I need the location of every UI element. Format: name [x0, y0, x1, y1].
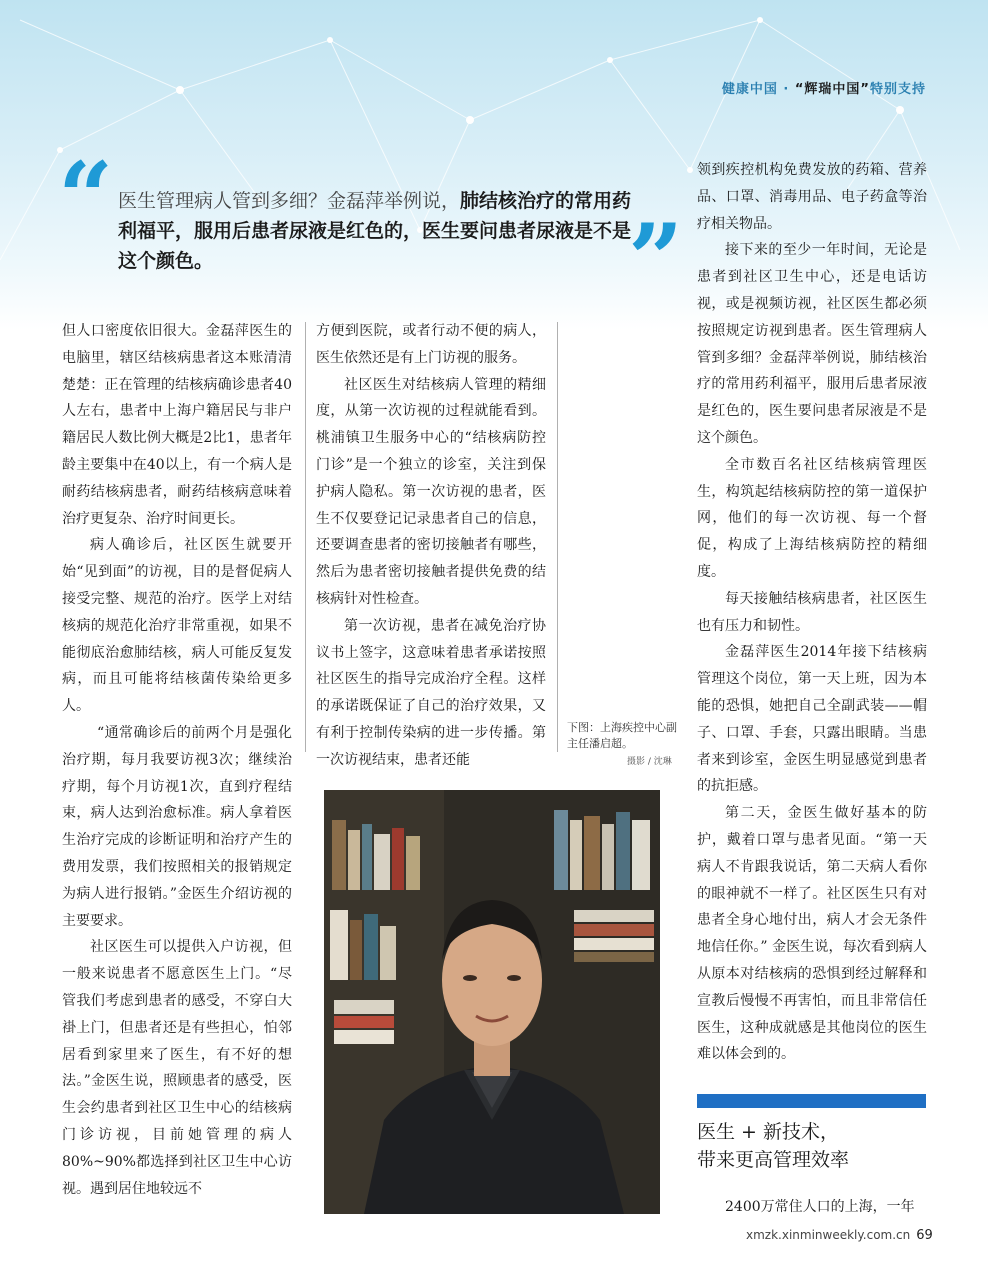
paragraph: 方便到医院，或者行动不便的病人，医生依然还是有上门访视的服务。	[316, 323, 546, 366]
paragraph: 社区医生可以提供入户访视，但一般来说患者不愿意医生上门。“尽管我们考虑到患者的感受，不穿白大褂上门，但患者还是有些担心，怕邻居看到家里来了医生，有不好的想法。”金医生说，照顾患者的感受，医生会约患者到社区卫生中心的结核病门诊访视，目前她管理的病人80%~90%都选择到社区卫生中心访视。遇到居住地较远不	[62, 939, 292, 1197]
photo-credit: 摄影 / 沈琳	[627, 757, 672, 767]
close-quote-icon: ”	[628, 203, 684, 316]
column-1	[62, 318, 292, 1202]
open-quote-icon: “	[58, 141, 114, 254]
column-2	[316, 318, 546, 774]
paragraph: 接下来的至少一年时间，无论是患者到社区卫生中心，还是电话访视，或是视频访视，社区医生都必须按照规定访视到患者。医生管理病人管到多细？金磊萍举例说，肺结核治疗的常用药利福平，服用后患者尿液是红色的，医生要问患者尿液是不是这个颜色。	[697, 242, 927, 446]
section-subhead	[697, 1118, 927, 1174]
pull-quote-lead: 医生管理病人管到多细？金磊萍举例说，	[118, 190, 461, 212]
paragraph: 全市数百名社区结核病管理医生，构筑起结核病防控的第一道保护网，他们的每一次访视、每一个督促，构成了上海结核病防控的精细度。	[697, 456, 927, 580]
section-bar	[697, 1094, 926, 1108]
paragraph: 但人口密度依旧很大。金磊萍医生的电脑里，辖区结核病患者这本账清清楚楚：正在管理的结核病确诊患者40人左右，患者中上海户籍居民与非户籍居民人数比例大概是2比1，患者年龄主要集中在40以上，有一个病人是耐药结核病患者，耐药结核病意味着治疗更复杂、治疗时间更长。	[62, 323, 292, 527]
footer-website: xmzk.xinminweekly.com.cn	[746, 1228, 911, 1242]
subhead-line-2: 带来更高管理效率	[697, 1149, 850, 1171]
paragraph: 领到疾控机构免费发放的药箱、营养品、口罩、消毒用品、电子药盒等治疗相关物品。	[697, 162, 927, 232]
banner-highlight: “辉瑞中国”	[794, 82, 870, 97]
banner-suffix: 特别支持	[869, 82, 926, 97]
column-3	[697, 157, 927, 1068]
page-number: 69	[916, 1228, 933, 1243]
portrait-photo	[324, 790, 660, 1214]
banner-brand: 健康中国	[721, 82, 778, 97]
section-first-line: 2400万常住人口的上海，一年	[725, 1199, 915, 1215]
column-divider	[557, 322, 558, 752]
banner-separator: ·	[777, 82, 795, 97]
paragraph: 第一次访视，患者在减免治疗协议书上签字，这意味着患者承诺按照社区医生的指导完成治疗全程。这样的承诺既保证了自己的治疗效果，又有利于控制传染病的进一步传播。第一次访视结束，患者还能	[316, 617, 546, 768]
page-footer	[746, 1228, 933, 1243]
section-banner	[722, 78, 926, 97]
subhead-line-1: 医生 + 新技术，	[697, 1121, 839, 1143]
paragraph: 金磊萍医生2014年接下结核病管理这个岗位，第一天上班，因为本能的恐惧，她把自己全副武装——帽子、口罩、手套，只露出眼睛。当患者来到诊室，金医生明显感觉到患者的抗拒感。	[697, 644, 927, 795]
photo-caption: 下图：上海疾控中心副主任潘启超。	[567, 721, 677, 750]
pull-quote	[118, 186, 638, 276]
paragraph: 每天接触结核病患者，社区医生也有压力和韧性。	[697, 590, 927, 634]
paragraph: 病人确诊后，社区医生就要开始“见到面”的访视，目的是督促病人接受完整、规范的治疗。医学上对结核病的规范化治疗非常重视，如果不能彻底治愈肺结核，病人可能反复发病，而且可能将结核菌传染给更多人。	[62, 537, 292, 715]
column-divider	[305, 322, 306, 752]
paragraph: 社区医生对结核病人管理的精细度，从第一次访视的过程就能看到。桃浦镇卫生服务中心的“结核病防控门诊”是一个独立的诊室，关注到保护病人隐私。第一次访视的患者，医生不仅要登记记录患者自己的信息，还要调查患者的密切接触者有哪些，然后为患者密切接触者提供免费的结核病针对性检查。	[316, 376, 546, 607]
portrait-illustration	[324, 790, 660, 1214]
pull-quote-bold: 肺结核治疗的常用药利福平，服用后患者尿液是红色的，医生要问患者尿液是不是这个颜色。	[118, 190, 632, 272]
paragraph: 第二天，金医生做好基本的防护，戴着口罩与患者见面。“第一天病人不肯跟我说话，第二天病人看你的眼神就不一样了。社区医生只有对患者全身心地付出，病人才会无条件地信任你。” 金医生说，每次看到病人从原本对结核病的恐惧到经过解释和宣教后慢慢不再害怕，而且非常信任医生，这种成就感是其他岗位的医生难以体会到的。	[697, 805, 927, 1063]
paragraph: “通常确诊后的前两个月是强化治疗期，每月我要访视3次；继续治疗期，每个月访视1次，直到疗程结束，病人达到治愈标准。病人拿着医生治疗完成的诊断证明和治疗产生的费用发票，我们按照相关的报销规定为病人进行报销。”金医生介绍访视的主要要求。	[62, 724, 292, 929]
